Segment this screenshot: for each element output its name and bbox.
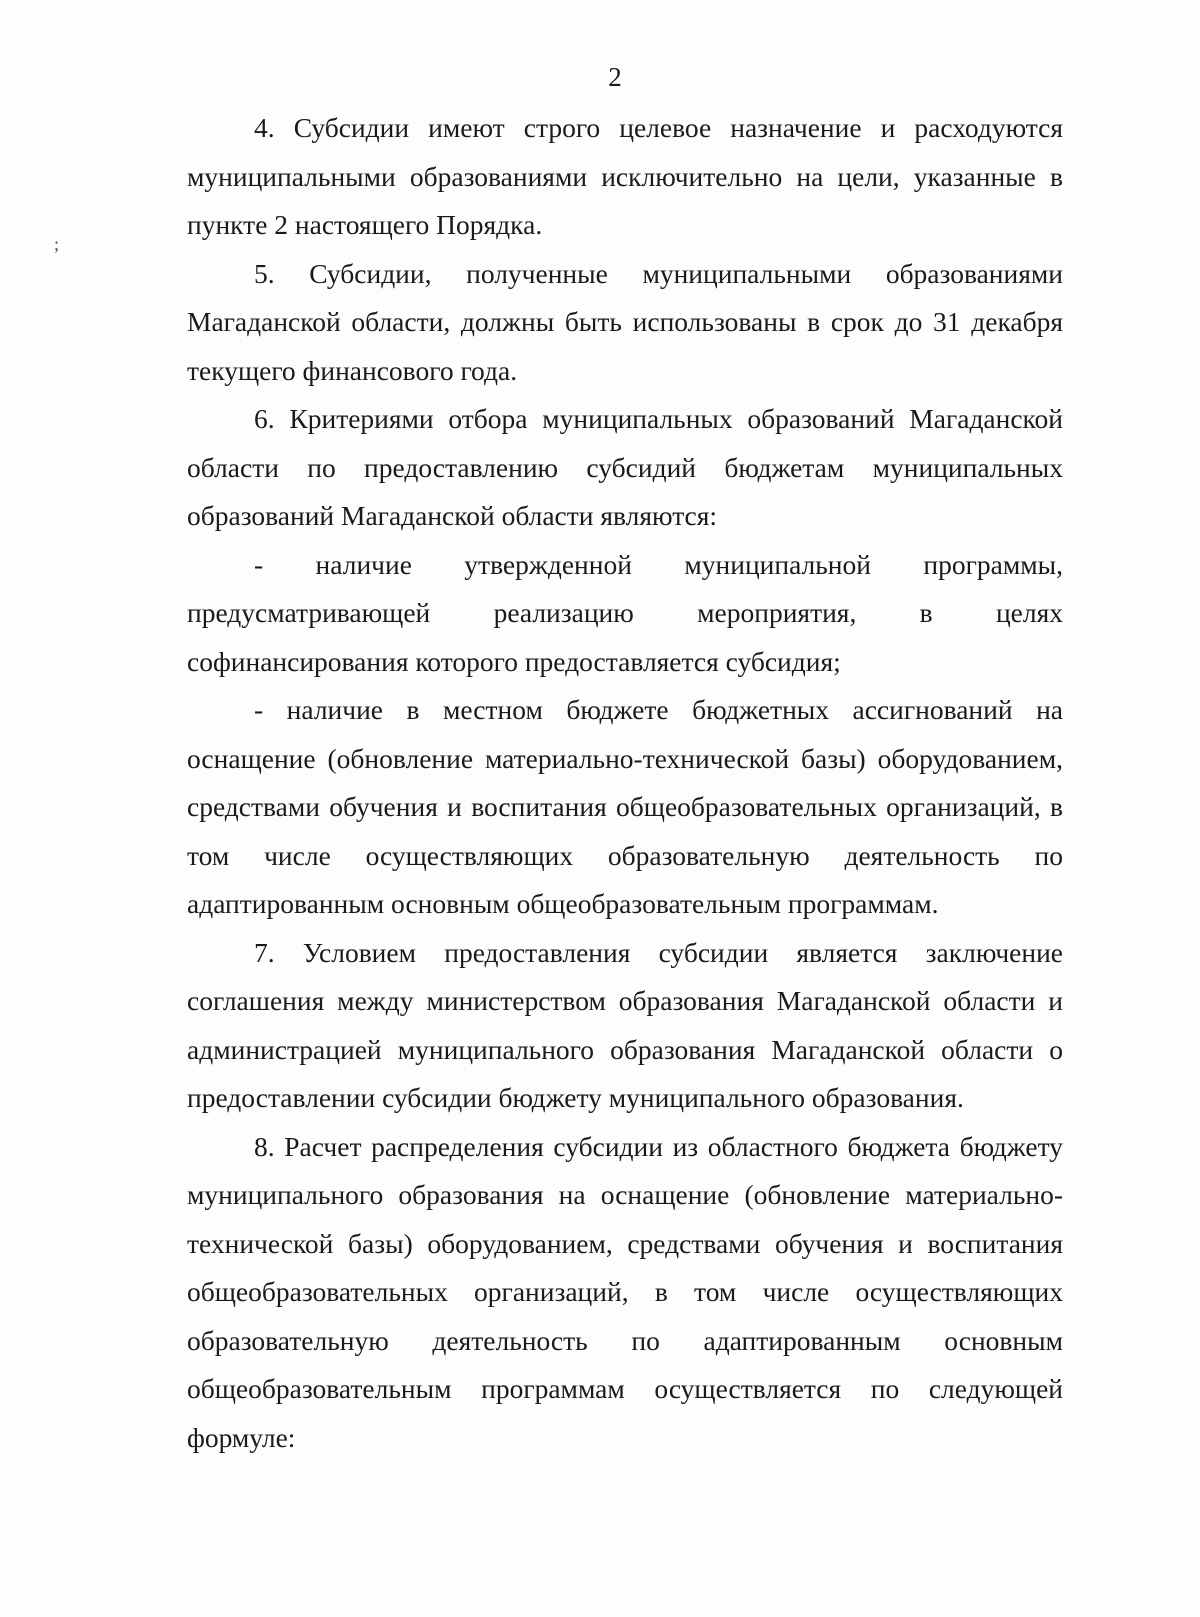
- paragraph-8: 8. Расчет распределения субсидии из областного бюджета бюджету муниципального образования на оснащение (обновление материально-технической базы) оборудованием, средствами обучения и воспитания общеобразовательных организаций, в том числе осуществляющих образовательную деятельность по адаптированным основным общеобразовательным программам осуществляется по следующей формуле:: [187, 1130, 1063, 1453]
- paragraph-7: 7. Условием предоставления субсидии является заключение соглашения между министерством образования Магаданской области и администрацией муниципального образования Магаданской области о предоставлении субсидии бюджету муниципального образования.: [187, 936, 1063, 1113]
- criterion-2: - наличие в местном бюджете бюджетных ассигнований на оснащение (обновление материально-технической базы) оборудованием, средствами обучения и воспитания общеобразовательных организаций, в том числе осуществляющих образовательную деятельность по адаптированным основным общеобразовательным программам.: [187, 694, 1063, 919]
- paragraph-4: 4. Субсидии имеют строго целевое назначение и расходуются муниципальными образованиями исключительно на цели, указанные в пункте 2 настоящего Порядка.: [187, 112, 1063, 240]
- criterion-1: - наличие утвержденной муниципальной программы, предусматривающей реализацию мероприятия, в целях софинансирования которого предоставляется субсидия;: [187, 548, 1063, 677]
- document-body: [187, 104, 1063, 1462]
- scan-mark: ;: [54, 234, 60, 254]
- page-number: 2: [608, 62, 622, 92]
- paragraph-6: 6. Критериями отбора муниципальных образований Магаданской области по предоставлению субсидий бюджетам муниципальных образований Магаданской области являются:: [187, 403, 1063, 531]
- paragraph-5: 5. Субсидии, полученные муниципальными образованиями Магаданской области, должны быть использованы в срок до 31 декабря текущего финансового года.: [187, 257, 1063, 386]
